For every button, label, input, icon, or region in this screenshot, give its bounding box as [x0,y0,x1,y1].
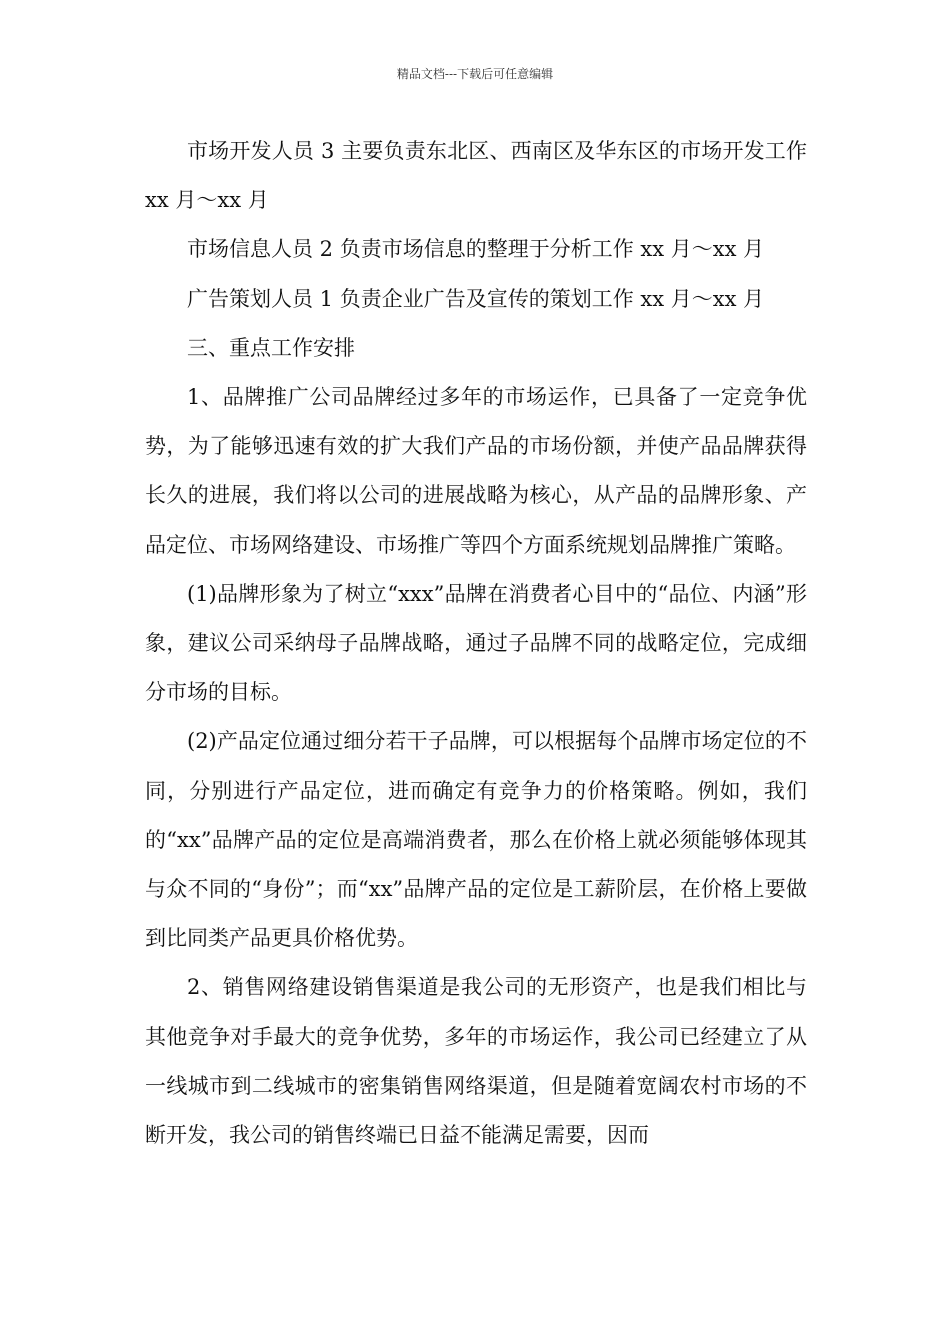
paragraph-product-positioning: (2)产品定位通过细分若干子品牌，可以根据每个品牌市场定位的不同，分别进行产品定位，进而确定有竞争力的价格策略。例如，我们的“xx”品牌产品的定位是高端消费者，那么在价格上就必须能够体现其与众不同的“身份”；而“xx”品牌产品的定位是工薪阶层，在价格上要做到比同类产品更具价格优势。 [145,729,807,951]
paragraph-market-development-staff: 市场开发人员 3 主要负责东北区、西南区及华东区的市场开发工作 xx 月～xx 月 [145,139,807,213]
page-header: 精品文档---下载后可任意编辑 [396,67,554,81]
paragraph-sales-network: 2、销售网络建设销售渠道是我公司的无形资产，也是我们相比与其他竞争对手最大的竞争优势，多年的市场运作，我公司已经建立了从一线城市到二线城市的密集销售网络渠道，但是随着宽阔农村市场的不断开发，我公司的销售终端已日益不能满足需要，因而 [145,975,807,1148]
paragraph-advertising-planning-staff: 广告策划人员 1 负责企业广告及宣传的策划工作 xx 月～xx 月 [187,286,765,311]
paragraph-brand-image: (1)品牌形象为了树立“xxx”品牌在消费者心目中的“品位、内涵”形象，建议公司采纳母子品牌战略，通过子品牌不同的战略定位，完成细分市场的目标。 [145,581,807,705]
paragraph-market-information-staff: 市场信息人员 2 负责市场信息的整理于分析工作 xx 月～xx 月 [187,237,765,262]
document-body [145,127,807,1160]
paragraph-brand-promotion: 1、品牌推广公司品牌经过多年的市场运作，已具备了一定竞争优势，为了能够迅速有效的扩大我们产品的市场份额，并使产品品牌获得长久的进展，我们将以公司的进展战略为核心，从产品的品牌形象、产品定位、市场网络建设、市场推广等四个方面系统规划品牌推广策略。 [145,385,807,557]
section-heading-key-work: 三、重点工作安排 [187,335,355,360]
